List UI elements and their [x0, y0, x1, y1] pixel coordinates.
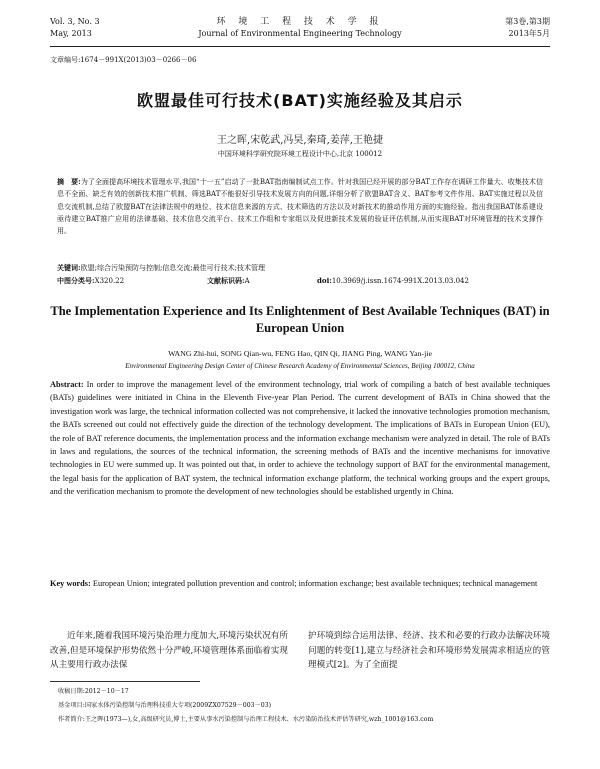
body-column-right [308, 629, 550, 673]
authors-en: WANG Zhi-hui, SONG Qian-wu, FENG Hao, QIN Qi, JIANG Ping, WANG Yan-jie [168, 349, 432, 358]
abstract-en-text: In order to improve the management level of the environment technology, trial work of compiling a batch of best available techniques (BATs) guidelines were initiated in China in the Eleventh Five-year Plan Period. The current development of BATs in China showed that the investigation work was large, the technical information collected was not comprehensive, it lacked the innovative technologies promotion mechanism, the BATs screened out could not effectively guide the direction of the technology development. The implications of BATs in European Union (EU), the role of BAT reference documents, the implementation process and the information exchange mechanism were analyzed in detail. The role of BATs in laws and regulations, the sources of the technical information, the screening methods of BATs and the incentive mechanisms for innovative technologies in EU were summed up. It was pointed out that, in order to achieve the technology support of BAT for the environmental management, the legal basis for the application of BAT system, the technical information exchange platform, the technical working groups and the expert groups, and the verification mechanism to promote the development of new technologies should be established urgently in China. [50, 380, 550, 497]
doi-label: doi: [317, 276, 332, 285]
abstract-en-label: Abstract: [50, 380, 84, 389]
footnote-fund: 基金项目:国家水体污染控制与治理科技重大专项(2009ZX07529－003－03) [58, 702, 272, 709]
journal-name-cn: 环 境 工 程 技 术 学 报 [216, 17, 384, 27]
keywords-en [50, 577, 550, 590]
header-right [505, 16, 550, 40]
keywords-cn [57, 263, 543, 273]
title-cn: 欧盟最佳可行技术(BAT)实施经验及其启示 [137, 91, 463, 110]
journal-name-en: Journal of Environmental Engineering Technology [198, 29, 402, 38]
classification-line [57, 276, 543, 286]
doc-label: 文献标识码: [207, 276, 245, 285]
doc-group [207, 276, 317, 286]
clc-code: X320.22 [94, 277, 125, 285]
footnote-author: 作者简介:王之晖(1973—),女,高级研究员,博士,主要从事水污染控制与治理工程技术、水污染防治技术评估等研究,wzh_1001@163.com [58, 716, 434, 723]
abstract-en [50, 378, 550, 499]
affiliation-en: Environmental Engineering Design Center of Chinese Research Academy of Environmental Sciences, Beijing 100012, China [125, 362, 475, 370]
doi-group [317, 276, 469, 285]
keywords-en-text: European Union; integrated pollution prevention and control; information exchange; best available techniques; technical management [92, 579, 538, 588]
abstract-cn-text: 为了全面提高环境技术管理水平,我国“十一五”启动了一批BAT指南编制试点工作。针对我国已经开展的部分BAT工作存在调研工作量大、收集技术信息不全面、缺乏有效的创新技术推广机制、筛选BAT不能很好引导技术发展方向的问题,详细分析了欧盟BAT含义、BAT参考文件作用、BAT实施过程以及信息交流机制,总结了欧盟BAT在法律法规中的地位、技术信息来源的方式、技术筛选的方法以及对新技术的推动作用方面的实施经验。指出我国BAT体系建设亟待建立BAT推广应用的法律基础、技术信息交流平台、技术工作组和专家组以及促进新技术发展的验证评估机制,从而实现BAT对环境管理的技术支撑作用。 [57, 178, 543, 236]
article-number: 文章编号:1674－991X(2013)03－0266－06 [50, 56, 197, 64]
title-en: The Implementation Experience and Its Enlightenment of Best Available Techniques (BAT) in European Union [50, 304, 550, 335]
running-header [50, 16, 550, 44]
volume-en: Vol. 3, No. 3 [50, 17, 100, 26]
authors-cn: 王之晖,宋乾武,冯昊,秦琦,姜萍,王艳捷 [217, 135, 383, 146]
clc-label: 中图分类号: [57, 276, 95, 285]
date-cn: 2013年5月 [508, 29, 550, 38]
abstract-cn-label: 摘 要: [57, 177, 81, 186]
clc-group [57, 276, 207, 286]
abstract-cn [57, 176, 543, 237]
header-center [50, 16, 550, 40]
volume-cn: 第3卷,第3期 [505, 17, 550, 26]
header-rule [50, 46, 550, 47]
body-column-left [50, 629, 288, 673]
date-en: May, 2013 [50, 29, 92, 38]
doi-value: 10.3969/j.issn.1674-991X.2013.03.042 [331, 277, 469, 285]
affiliation-cn: 中国环境科学研究院环境工程设计中心,北京 100012 [217, 150, 383, 158]
keywords-cn-text: 欧盟;综合污染预防与控制;信息交流;最佳可行技术;技术管理 [80, 264, 266, 272]
footnote-rule [50, 681, 200, 682]
keywords-cn-label: 关键词: [57, 263, 81, 272]
body-left-text: 近年来,随着我国环境污染治理力度加大,环境污染状况有所改善,但是环境保护形势依然十分严峻,环境管理体系面临着实现从主要用行政办法保 [50, 631, 288, 671]
footnote-received: 收稿日期:2012－10－17 [58, 688, 129, 695]
doc-code: A [244, 277, 250, 285]
keywords-en-label: Key words: [50, 579, 91, 588]
body-right-text: 护环境到综合运用法律、经济、技术和必要的行政办法解决环境问题的转变[1],建立与经济社会和环境形势发展需求相适应的管理模式[2]。为了全面提 [308, 631, 550, 671]
